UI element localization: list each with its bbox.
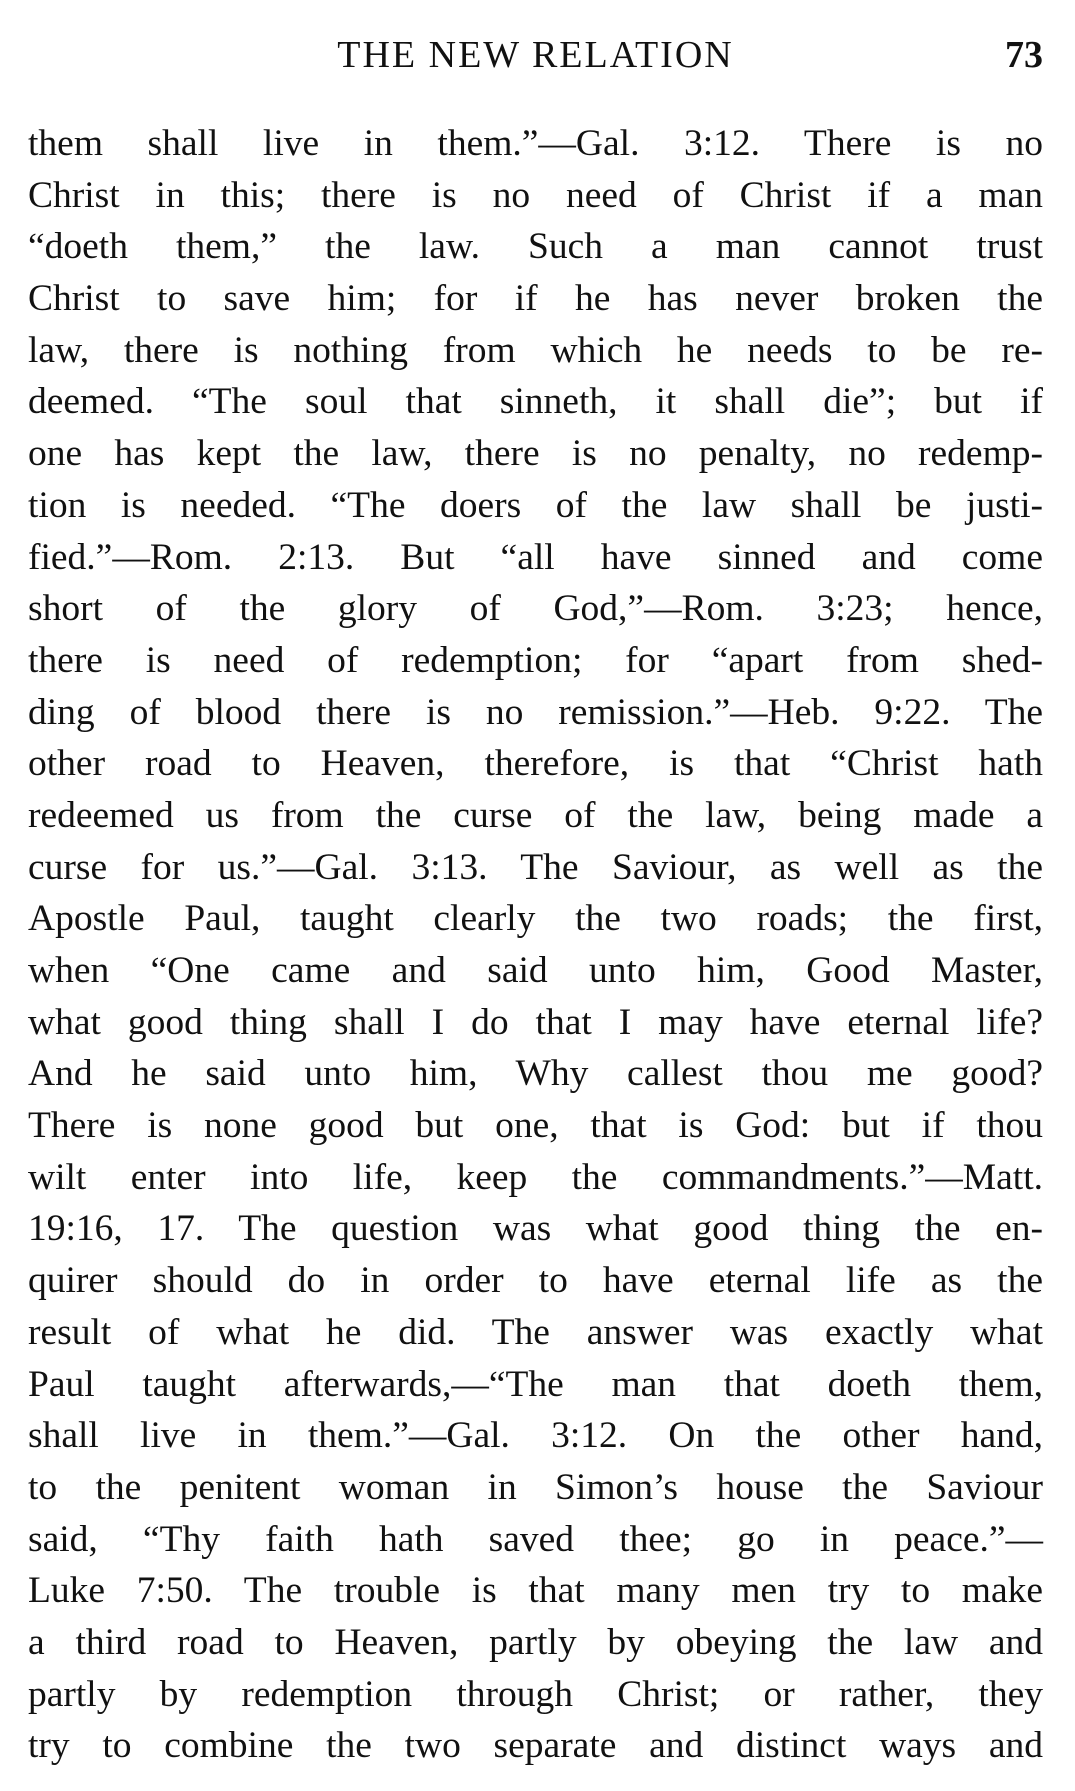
text-line: quirer should do in order to have eternal life as the: [28, 1260, 1043, 1302]
text-line: them shall live in them.”—Gal. 3:12. There is no: [28, 123, 1043, 164]
text-line: fied.”—Rom. 2:13. But “all have sinned and come: [28, 536, 1043, 578]
text-line: result of what he did. The answer was exactly what: [28, 1311, 1043, 1353]
text-line: curse for us.”—Gal. 3:13. The Saviour, as well as the: [28, 846, 1043, 888]
text-line: There is none good but one, that is God: but if thou: [28, 1105, 1043, 1147]
text-line: there is need of redemption; for “apart from shed-: [28, 639, 1043, 681]
text-line: one has kept the law, there is no penalty, no redemp-: [28, 433, 1043, 475]
text-line: to the penitent woman in Simon’s house the Saviour: [28, 1466, 1043, 1508]
text-line: Paul taught afterwards,—“The man that doeth them,: [28, 1363, 1043, 1405]
text-line: And he said unto him, Why callest thou me good?: [28, 1053, 1043, 1095]
text-line: 19:16, 17. The question was what good thing the en-: [28, 1208, 1043, 1250]
text-line: what good thing shall I do that I may have eternal life?: [28, 1001, 1043, 1043]
text-line: deemed. “The soul that sinneth, it shall die”; but if: [28, 381, 1043, 423]
text-line: law, there is nothing from which he needs to be re-: [28, 329, 1043, 371]
text-line: ding of blood there is no remission.”—Heb. 9:22. The: [28, 691, 1043, 733]
text-line: “doeth them,” the law. Such a man cannot trust: [28, 226, 1043, 268]
text-line: Christ in this; there is no need of Christ if a man: [28, 174, 1043, 216]
text-line: Apostle Paul, taught clearly the two roads; the first,: [28, 898, 1043, 940]
text-line: Luke 7:50. The trouble is that many men try to make: [28, 1570, 1043, 1612]
page-number: 73: [1005, 34, 1043, 76]
running-head: THE NEW RELATION: [337, 34, 734, 76]
text-line: partly by redemption through Christ; or rather, they: [28, 1673, 1043, 1715]
page-header: [28, 30, 1043, 80]
text-line: Christ to save him; for if he has never broken the: [28, 278, 1043, 320]
text-line: when “One came and said unto him, Good Master,: [28, 950, 1043, 991]
text-line: short of the glory of God,”—Rom. 3:23; hence,: [28, 588, 1043, 630]
text-line: shall live in them.”—Gal. 3:12. On the other hand,: [28, 1415, 1043, 1457]
body-text: [28, 118, 1043, 1772]
text-line: a third road to Heaven, partly by obeying the law and: [28, 1621, 1043, 1663]
text-line: tion is needed. “The doers of the law shall be justi-: [28, 484, 1043, 526]
text-line: wilt enter into life, keep the commandments.”—Matt.: [28, 1156, 1043, 1198]
text-line: said, “Thy faith hath saved thee; go in peace.”—: [28, 1518, 1043, 1560]
text-line: redeemed us from the curse of the law, being made a: [28, 794, 1043, 836]
text-line: try to combine the two separate and distinct ways and: [28, 1725, 1043, 1767]
text-line: other road to Heaven, therefore, is that “Christ hath: [28, 743, 1043, 785]
